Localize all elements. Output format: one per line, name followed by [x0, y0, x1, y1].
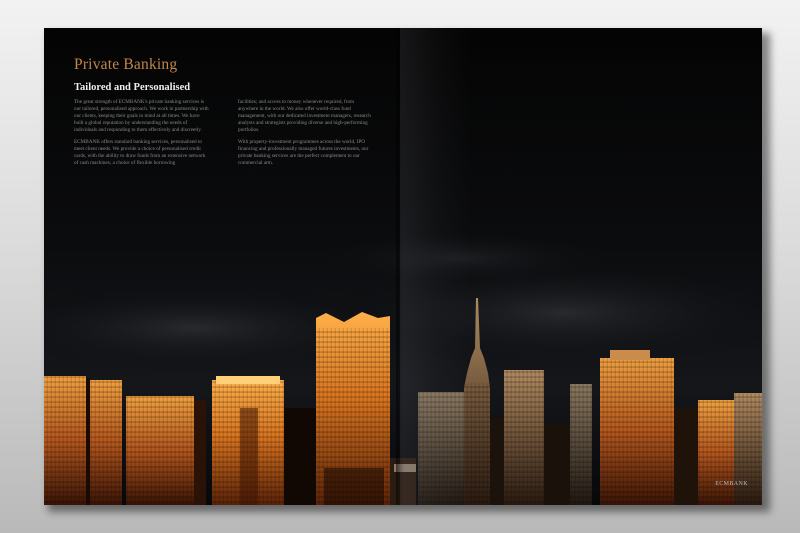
paragraph: The great strength of ECMBANK's private banking services is our tailored, personalised approach. We work in partnership with our clients, keeping their goals in mind at all times. We have built a global reputation by understanding the needs of individuals and responding to them effectively and discreetly.	[74, 99, 209, 133]
column-right	[238, 99, 374, 172]
brochure-spread	[44, 28, 762, 505]
subtitle: Tailored and Personalised	[74, 82, 191, 93]
section-title: Private Banking	[74, 56, 178, 73]
brand-mark: ECMBANK	[715, 481, 748, 487]
paragraph: facilities; and access to money whenever required, from anywhere in the world. We also offer world-class fund management, with our dedicated investment managers, research analysts and strategists providing diverse and high-performing portfolios.	[238, 99, 371, 133]
paragraph: With property-investment programmes across the world, IPO financing and professionally managed futures investments, our private banking services are the perfect complement to our commercial arm.	[238, 139, 369, 166]
right-page-sheen	[400, 28, 470, 505]
text-block	[74, 56, 374, 172]
paragraph: ECMBANK offers standard banking services, personalised to meet client needs. We provide a choice of personalised credit cards, with the ability to draw funds from an extensive network of cash machines; a choice of flexible borrowing	[74, 139, 206, 166]
body-columns	[74, 99, 374, 172]
column-left	[74, 99, 210, 172]
